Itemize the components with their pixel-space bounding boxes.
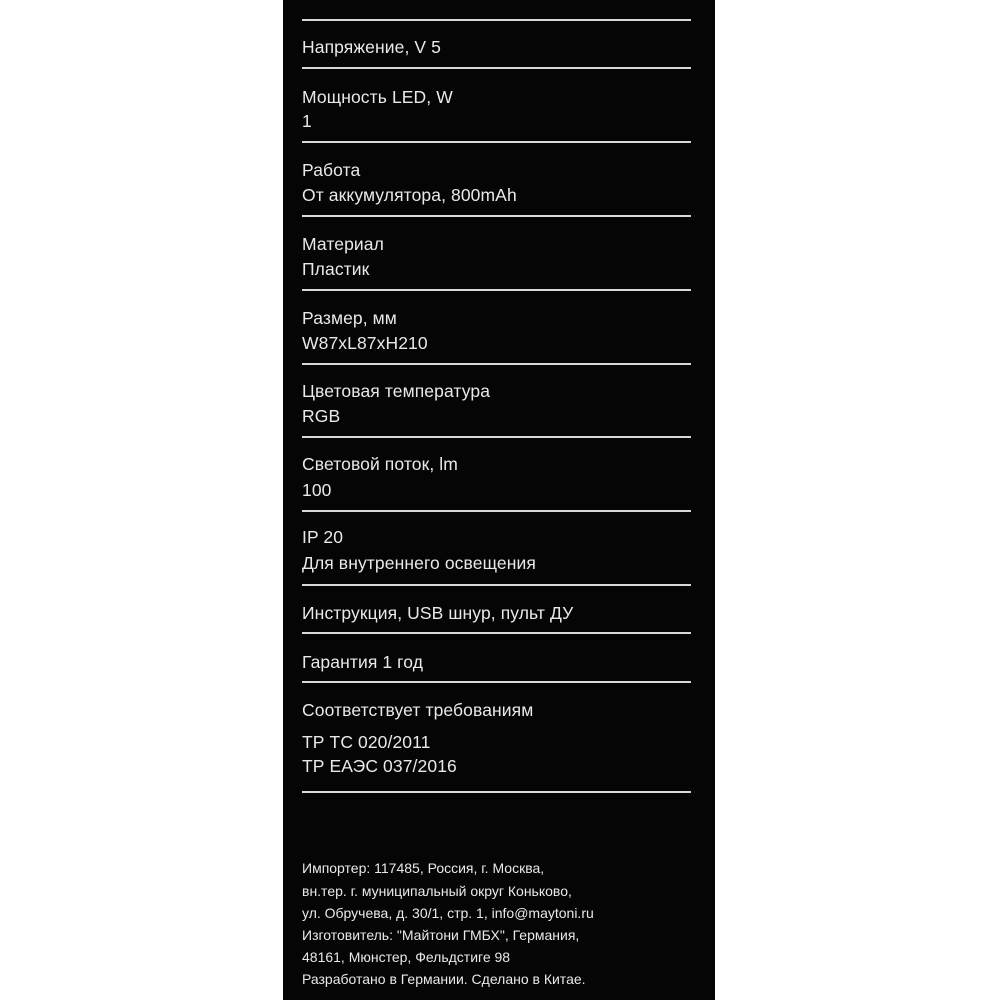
divider (302, 632, 691, 634)
footer-importer-line-3: ул. Обручева, д. 30/1, стр. 1, info@maytoni.ru (302, 905, 594, 921)
spec-luminous-flux-value: 100 (302, 480, 332, 500)
footer-importer-line-2: вн.тер. г. муниципальный округ Коньково, (302, 883, 572, 899)
compliance-standard-1: ТР ТС 020/2011 (302, 732, 431, 752)
spec-package-contents: Инструкция, USB шнур, пульт ДУ (302, 603, 574, 623)
divider (302, 436, 691, 438)
divider (302, 584, 691, 586)
spec-color-temperature-value: RGB (302, 406, 341, 426)
spec-power-value: 1 (302, 111, 312, 131)
spec-warranty: Гарантия 1 год (302, 652, 424, 672)
footer-manufacturer-line-2: 48161, Мюнстер, Фельдстиге 98 (302, 949, 511, 965)
divider (302, 681, 691, 683)
footer-origin: Разработано в Германии. Сделано в Китае. (302, 971, 586, 987)
spec-ip-rating-value: Для внутреннего освещения (302, 553, 536, 573)
divider (302, 215, 691, 217)
divider (302, 363, 691, 365)
spec-operation-value: От аккумулятора, 800mAh (302, 185, 517, 205)
divider (302, 19, 691, 21)
spec-voltage: Напряжение, V 5 (302, 37, 441, 57)
spec-ip-rating-label: IP 20 (302, 527, 344, 547)
product-label (283, 0, 715, 1000)
divider (302, 67, 691, 69)
spec-size-value: W87xL87xH210 (302, 333, 428, 353)
compliance-standard-2: ТР ЕАЭС 037/2016 (302, 756, 457, 776)
spec-operation-label: Работа (302, 160, 361, 180)
spec-color-temperature-label: Цветовая температура (302, 381, 491, 401)
spec-size-label: Размер, мм (302, 308, 397, 328)
divider (302, 791, 691, 793)
footer-importer-line-1: Импортер: 117485, Россия, г. Москва, (302, 860, 545, 876)
spec-material-label: Материал (302, 234, 384, 254)
divider (302, 141, 691, 143)
spec-material-value: Пластик (302, 259, 370, 279)
spec-luminous-flux-label: Световой поток, lm (302, 454, 458, 474)
divider (302, 510, 691, 512)
spec-power-label: Мощность LED, W (302, 87, 453, 107)
divider (302, 289, 691, 291)
footer-manufacturer-line-1: Изготовитель: "Майтони ГМБХ", Германия, (302, 927, 580, 943)
compliance-title: Соответствует требованиям (302, 700, 534, 720)
